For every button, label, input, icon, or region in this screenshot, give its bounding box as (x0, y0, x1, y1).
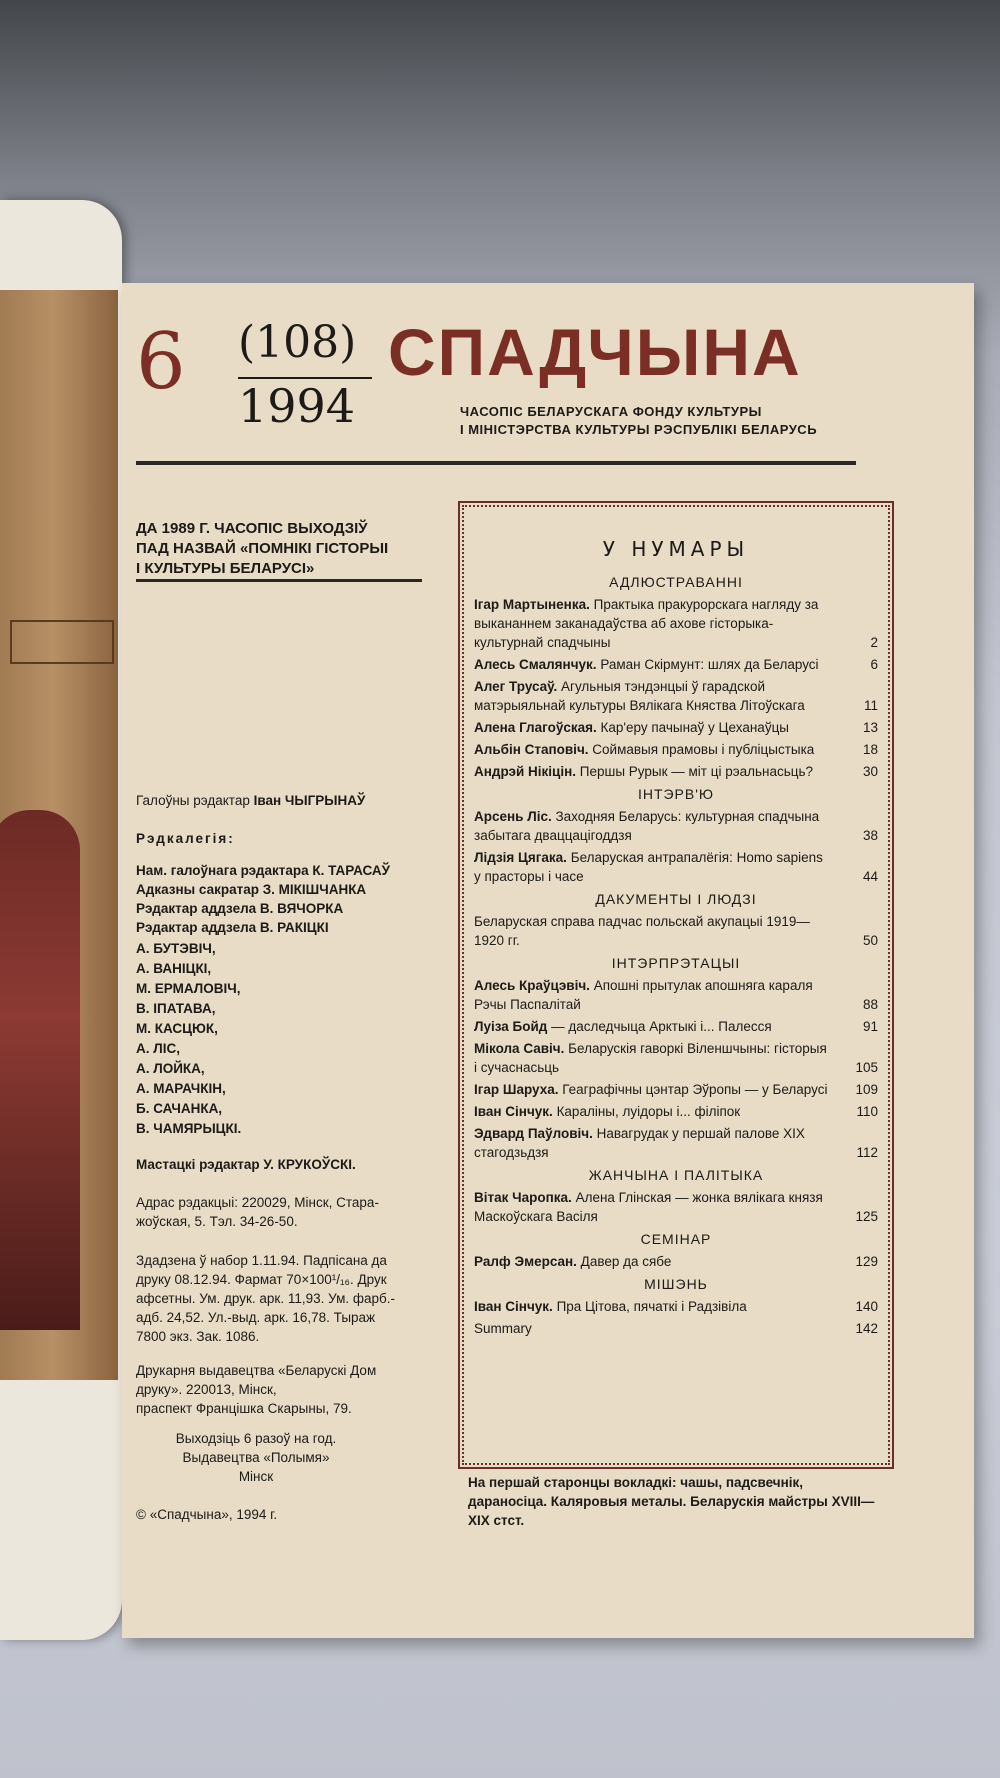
toc-article-title: Беларуская справа падчас польскай акупацыі 1919—1920 гг. (474, 914, 810, 948)
toc-section-heading: ІНТЭРВ'Ю (637, 786, 715, 802)
journal-title: СПАДЧЫНА (388, 315, 802, 389)
toc-entry (474, 1319, 878, 1338)
toc-article-title: Практыка пракурорскага нагляду за выкананнем заканадаўства аб ахове гісторыка-культурнай спадчыны (474, 597, 819, 650)
toc-page-number: 142 (855, 1321, 878, 1336)
toc-article-title: Кар'еру пачынаў у Цеханаўцы (600, 720, 789, 735)
header-rule (136, 461, 856, 465)
board-label: Рэдкалегія: (136, 831, 235, 846)
frequency-info: Выходзіць 6 разоў на год. Выдавецтва «Полымя» Мінск (175, 1431, 337, 1484)
toc-page-number: 11 (863, 698, 878, 713)
toc-page-number: 140 (855, 1299, 878, 1314)
editorial-address: Адрас рэдакцыі: 220029, Мінск, Стара- жоўская, 5. Тэл. 34-26-50. (136, 1195, 379, 1229)
toc-article-title: Пра Цітова, пячаткі і Радзівіла (556, 1299, 747, 1314)
toc-section-heading: ДАКУМЕНТЫ І ЛЮДЗІ (595, 891, 757, 907)
toc-author: Андрэй Нікіцін. (474, 764, 577, 779)
cover-caption: На першай старонцы вокладкі: чашы, падсвечнік, дараносіца. Каляровыя металы. Беларускія майстры XVIII—XIX стст. (468, 1475, 875, 1528)
toc-page-number: 105 (855, 1060, 878, 1075)
history-note: ДА 1989 Г. ЧАСОПІС ВЫХОДЗІЎ ПАД НАЗВАЙ «ПОМНІКІ ГІСТОРЫІ І КУЛЬТУРЫ БЕЛАРУСІ» (136, 520, 389, 577)
toc-article-title: Соймавыя прамовы і публіцыстыка (592, 742, 815, 757)
board-members: А. БУТЭВІЧ, А. ВАНІЦКІ, М. ЕРМАЛОВІЧ, В. ІПАТАВА, М. КАСЦЮК, А. ЛІС, А. ЛОЙКА, А. МАРАЧКІН, Б. САЧАНКА, В. ЧАМЯРЫЦКІ. (136, 941, 242, 1136)
toc-page-number: 110 (856, 1104, 878, 1119)
toc-author: Іван Сінчук. (474, 1104, 553, 1119)
toc-page-number: 88 (862, 997, 878, 1012)
robe-figure-icon (0, 810, 80, 1330)
toc-author: Ралф Эмерсан. (474, 1254, 577, 1269)
toc-author: Алег Трусаў. (474, 679, 558, 694)
toc-author: Алесь Краўцэвіч. (474, 978, 590, 993)
journal-page (122, 283, 974, 1638)
toc-items (474, 569, 878, 1341)
toc-article-title: Навагрудак у першай палове XIX стагодзьдзя (474, 1126, 805, 1160)
toc-entry (474, 1017, 878, 1036)
publisher-info: ЧАСОПІС БЕЛАРУСКАГА ФОНДУ КУЛЬТУРЫ І МІНІСТЭРСТВА КУЛЬТУРЫ РЭСПУБЛІКІ БЕЛАРУСЬ (460, 404, 818, 437)
toc-article-title: Беларускія гаворкі Віленшчыны: гісторыя і сучаснасьць (474, 1041, 827, 1075)
toc-entry (474, 762, 878, 781)
toc-author: Ігар Мартыненка. (474, 597, 590, 612)
toc-author: Алена Глагоўская. (474, 720, 597, 735)
halo-icon (10, 620, 114, 664)
toc-author: Алесь Смалянчук. (474, 657, 597, 672)
toc-article-title: Агульныя тэндэнцыі ў гарадской матэрыяльнай культуры Вялікага Княства Літоўскага (474, 679, 805, 713)
toc-entry (474, 655, 878, 674)
toc-section-heading: ІНТЭРПРЭТАЦЫІ (611, 955, 741, 971)
toc-section-heading: АДЛЮСТРАВАННІ (609, 574, 743, 590)
toc-entry (474, 1080, 878, 1099)
toc-page-number: 112 (856, 1145, 878, 1160)
toc-entry (474, 976, 878, 1014)
toc-article-title: Першы Рурык — міт ці рэальнасьць? (579, 764, 814, 779)
toc-section-heading: МІШЭНЬ (644, 1276, 708, 1292)
toc-entry (474, 1124, 878, 1162)
toc-author: Альбін Стаповіч. (474, 742, 589, 757)
toc-entry (474, 848, 878, 886)
toc-page-number: 18 (862, 742, 878, 757)
toc-page-number: 2 (870, 635, 878, 650)
toc-entry (474, 1252, 878, 1271)
issue-year: 1994 (238, 379, 356, 433)
toc-article-title: Давер да сябе (580, 1254, 672, 1269)
toc-entry (474, 1297, 878, 1316)
toc-page-number: 44 (862, 869, 878, 884)
issue-total: (108) (238, 317, 357, 368)
toc-article-title: Алена Глінская — жонка вялікага князя Маскоўскага Васіля (474, 1190, 823, 1224)
toc-entry (474, 912, 878, 950)
toc-entry (474, 740, 878, 759)
toc-page-number: 109 (855, 1082, 878, 1097)
toc-page-number: 129 (855, 1254, 878, 1269)
toc-page-number: 13 (862, 720, 878, 735)
toc-entry (474, 1102, 878, 1121)
printer-info: Друкарня выдавецтва «Беларускі Дом друку». 220013, Мінск, праспект Францішка Скарыны, 79. (136, 1363, 377, 1416)
toc-article-title: Summary (474, 1321, 532, 1336)
icon-painting (0, 290, 118, 1380)
toc-page-number: 38 (862, 828, 878, 843)
toc-author: Луіза Бойд (474, 1019, 548, 1034)
toc-page-number: 6 (870, 657, 878, 672)
toc-page-number: 50 (862, 933, 878, 948)
toc-article-title: Апошні прытулак апошняга караля Рэчы Паспалітай (474, 978, 813, 1012)
toc-page-number: 30 (862, 764, 878, 779)
toc-section-heading: ЖАНЧЫНА І ПАЛІТЫКА (588, 1167, 764, 1183)
toc-entry (474, 718, 878, 737)
toc-entry (474, 807, 878, 845)
toc-entry (474, 677, 878, 715)
toc-article-title: Беларуская антрапалёгія: Homo sapiens у прасторы і часе (474, 850, 823, 884)
issue-number: 6 (136, 317, 186, 407)
toc-author: Ігар Шаруха. (474, 1082, 559, 1097)
toc-article-title: Заходняя Беларусь: культурная спадчына забытага дваццацігоддзя (474, 809, 820, 843)
toc-entry (474, 1039, 878, 1077)
toc-page-number: 91 (862, 1019, 878, 1034)
toc-author: Эдвард Паўловіч. (474, 1126, 593, 1141)
toc-article-title: Караліны, луідоры і... філіпок (556, 1104, 741, 1119)
table-of-contents (462, 505, 890, 1465)
art-editor: Мастацкі рэдактар У. КРУКОЎСКІ. (136, 1157, 356, 1172)
toc-section-heading: СЕМІНАР (640, 1231, 712, 1247)
toc-title: У НУМАРЫ (602, 537, 750, 561)
chief-editor: Галоўны рэдактар Іван ЧЫГРЫНАЎ (136, 793, 366, 808)
history-rule (136, 579, 422, 582)
toc-page-number: 125 (855, 1209, 878, 1224)
toc-author: Арсень Ліс. (474, 809, 552, 824)
toc-author: Вітак Чаропка. (474, 1190, 572, 1205)
toc-author: Іван Сінчук. (474, 1299, 553, 1314)
copyright: © «Спадчына», 1994 г. (136, 1507, 278, 1522)
staff-list: Нам. галоўнага рэдактара К. ТАРАСАЎ Адказны сакратар З. МІКІШЧАНКА Рэдактар аддзела В. ВЯЧОРКА Рэдактар аддзела В. РАКІЦКІ (136, 863, 391, 935)
toc-article-title: Геаграфічны цэнтар Эўропы — у Беларусі (562, 1082, 828, 1097)
print-details: Здадзена ў набор 1.11.94. Падпісана да друку 08.12.94. Фармат 70×100¹/₁₆. Друк афсетны. Ум. друк. арк. 11,93. Ум. фарб.- адб. 24,52. Ул.-выд. арк. 16,78. Тыраж 7800 экз. Зак. 1086. (136, 1253, 395, 1344)
toc-entry (474, 1188, 878, 1226)
toc-author: Лідзія Цягака. (474, 850, 567, 865)
toc-article-title: Раман Скірмунт: шлях да Беларусі (600, 657, 819, 672)
toc-author: Мікола Савіч. (474, 1041, 565, 1056)
toc-article-title: — даследчыца Арктыкі і... Палесся (551, 1019, 772, 1034)
toc-entry (474, 595, 878, 652)
